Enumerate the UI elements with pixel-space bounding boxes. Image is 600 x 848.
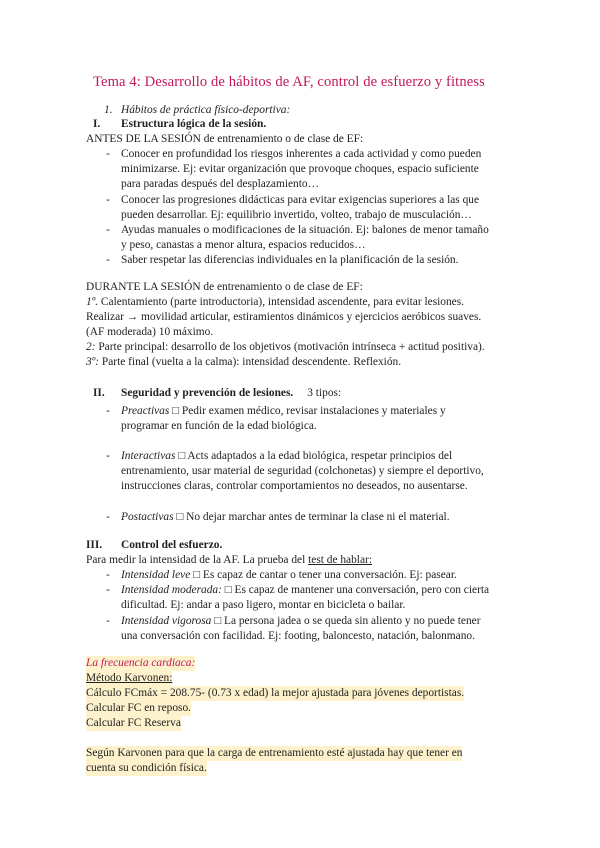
- roman-numeral: II.: [93, 387, 105, 399]
- roman-numeral: III.: [86, 539, 103, 551]
- roman-numeral: I.: [93, 118, 101, 130]
- term: Postactivas: [121, 511, 174, 523]
- list-item: para paradas después del desplazamiento…: [121, 178, 319, 190]
- term: Intensidad vigorosa: [121, 615, 212, 627]
- intro-text: Para medir la intensidad de la AF. La prueba del: [86, 554, 309, 566]
- item-text: Acts adaptados a la edad biológica, respetar principios del: [185, 450, 453, 462]
- fc-method: Método Karvonen:: [86, 672, 173, 684]
- dash: -: [106, 615, 110, 627]
- list-item: Conocer las progresiones didácticas para evitar exigencias superiores a las que: [121, 194, 480, 206]
- list-item: [121, 568, 457, 583]
- box-icon: □: [176, 511, 184, 523]
- item-text: Pedir examen médico, revisar instalaciones y materiales y: [179, 405, 446, 417]
- term: Interactivas: [121, 450, 176, 462]
- dash: -: [106, 194, 110, 206]
- dash: -: [106, 569, 110, 581]
- item-text: La persona jadea o se queda sin aliento y no puede tener: [221, 615, 481, 627]
- term: Intensidad leve: [121, 569, 191, 581]
- list-item: pueden desarrollar. Ej: equilibrio invertido, volteo, trabajo de musculación…: [121, 209, 472, 221]
- section-number: 1.: [104, 104, 113, 116]
- list-item: [121, 449, 452, 464]
- phase-label: 1º.: [86, 296, 99, 308]
- list-item: y peso, canastas a menor altura, espacios reducidos…: [121, 239, 366, 251]
- fc-heading: La frecuencia cardiaca:: [86, 657, 196, 669]
- item-text: Es capaz de cantar o tener una conversación. Ej: pasear.: [200, 569, 457, 581]
- list-item-line: entrenamiento, usar material de seguridad (colchonetas) y siempre el deportivo,: [121, 465, 484, 477]
- page-title: Tema 4: Desarrollo de hábitos de AF, control de esfuerzo y fitness: [93, 74, 485, 90]
- paragraph-line: Realizar → movilidad articular, estiramientos dinámicos y ejercicios aeróbicos suaves.: [86, 311, 482, 323]
- dash: -: [106, 584, 110, 596]
- list-item-line: una conversación con facilidad. Ej: footing, baloncesto, natación, balonmano.: [121, 630, 475, 642]
- list-item: [121, 404, 446, 419]
- fc-line: Calcular FC en reposo.: [86, 702, 192, 714]
- fc-line: Cálculo FCmáx = 208.75- (0.73 x edad) la mejor ajustada para jóvenes deportistas.: [86, 687, 465, 699]
- list-item-line: instrucciones claras, controlar comportamientos no deseados, no ausentarse.: [121, 480, 468, 492]
- subsection-heading: Seguridad y prevención de lesiones.: [121, 387, 294, 399]
- phase-line: [86, 355, 401, 370]
- phase-label: 3º:: [86, 356, 100, 368]
- dash: -: [106, 450, 110, 462]
- fc-line: Calcular FC Reserva: [86, 717, 181, 729]
- phase-text: Calentamiento (parte introductoria), intensidad ascendente, para evitar lesiones.: [98, 296, 465, 308]
- box-icon: □: [172, 405, 180, 417]
- fc-paragraph-line: cuenta su condición física.: [86, 762, 207, 774]
- dash: -: [106, 254, 110, 266]
- list-item: minimizarse. Ej: evitar organización que provoque choques, espacio suficiente: [121, 163, 479, 175]
- phase-text: Parte final (vuelta a la calma): intensidad descendente. Reflexión.: [99, 356, 402, 368]
- list-item: [121, 510, 450, 525]
- list-item: Saber respetar las diferencias individuales en la planificación de la sesión.: [121, 254, 459, 266]
- dash: -: [106, 405, 110, 417]
- dash: -: [106, 148, 110, 160]
- box-icon: □: [178, 450, 186, 462]
- term: Intensidad moderada:: [121, 584, 222, 596]
- box-icon: □: [224, 584, 232, 596]
- subsection-heading-line: [121, 386, 341, 401]
- test-link: test de hablar:: [308, 554, 372, 566]
- box-icon: □: [214, 615, 222, 627]
- dash: -: [106, 224, 110, 236]
- list-item: [121, 614, 481, 629]
- subsection-heading: Control del esfuerzo.: [121, 539, 223, 551]
- phase-line: [86, 340, 485, 355]
- phase-label: 2:: [86, 341, 96, 353]
- paragraph-line: (AF moderada) 10 máximo.: [86, 326, 214, 338]
- term: Preactivas: [121, 405, 170, 417]
- dash: -: [106, 511, 110, 523]
- list-item: Conocer en profundidad los riesgos inherentes a cada actividad y como pueden: [121, 148, 482, 160]
- subsection-suffix: 3 tipos:: [307, 387, 342, 399]
- box-icon: □: [193, 569, 201, 581]
- item-text: No dejar marchar antes de terminar la clase ni el material.: [183, 511, 450, 523]
- list-item-line: dificultad. Ej: andar a paso ligero, montar en bicicleta o bailar.: [121, 599, 406, 611]
- section-heading: Hábitos de práctica físico-deportiva:: [121, 104, 291, 116]
- phase-text: Parte principal: desarrollo de los objetivos (motivación intrínseca + actitud positiva).: [95, 341, 485, 353]
- list-item: [121, 583, 489, 598]
- subsection-heading: Estructura lógica de la sesión.: [121, 118, 267, 130]
- list-item: Ayudas manuales o modificaciones de la situación. Ej: balones de menor tamaño: [121, 224, 489, 236]
- item-text: Es capaz de mantener una conversación, pero con cierta: [231, 584, 490, 596]
- phase-line: [86, 295, 464, 310]
- list-item-line: programar en función de la edad biológica.: [121, 420, 317, 432]
- paragraph-heading: DURANTE LA SESIÓN de entrenamiento o de clase de EF:: [86, 281, 363, 293]
- paragraph-heading: ANTES DE LA SESIÓN de entrenamiento o de clase de EF:: [86, 133, 364, 145]
- fc-paragraph-line: Según Karvonen para que la carga de entrenamiento esté ajustada hay que tener en: [86, 747, 463, 759]
- paragraph-line: [86, 553, 372, 568]
